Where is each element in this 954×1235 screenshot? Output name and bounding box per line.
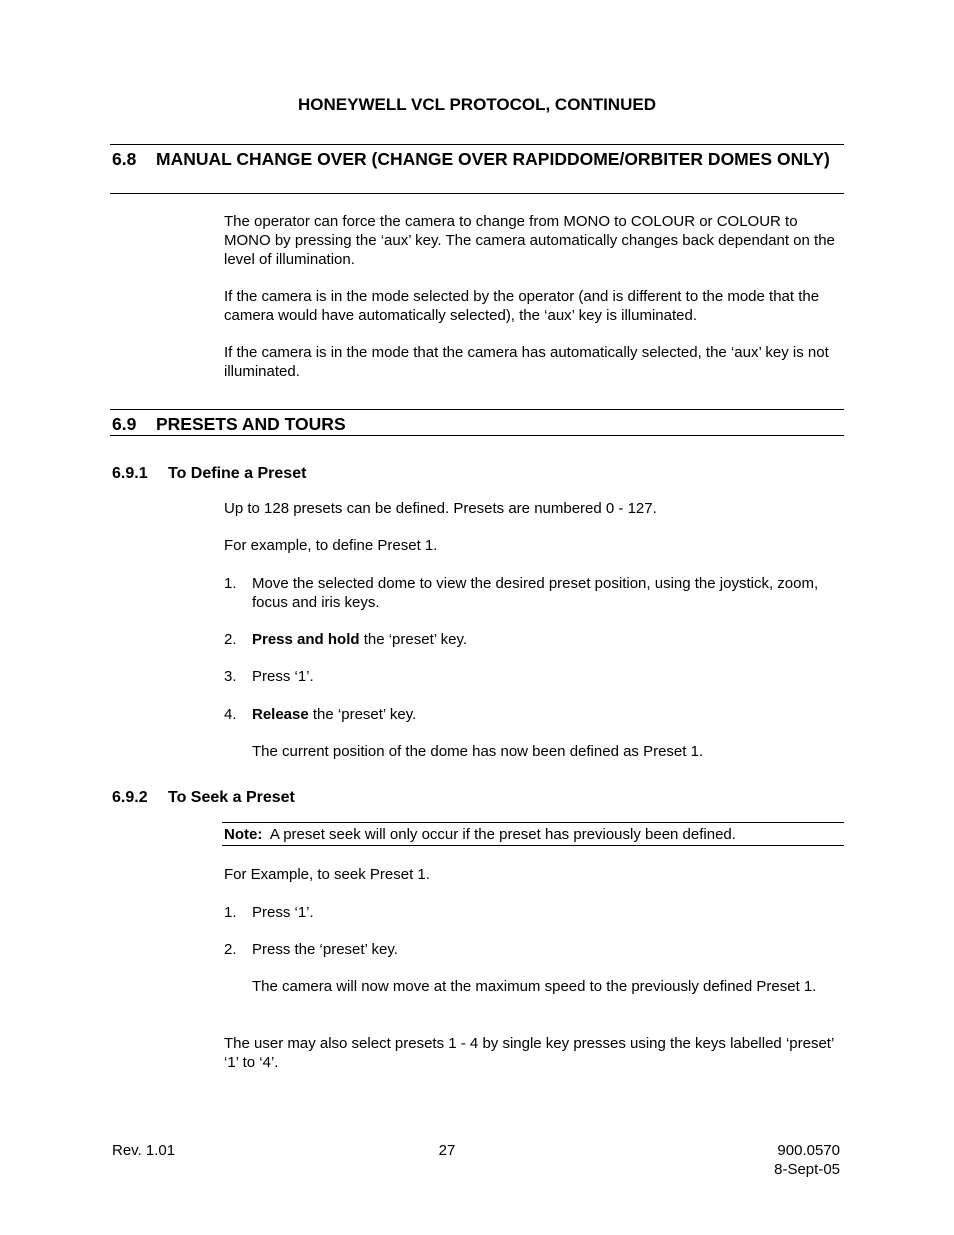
section-heading-6-9 <box>112 413 846 435</box>
paragraph: For example, to define Preset 1. <box>224 537 438 554</box>
section-number: 6.9 <box>112 414 137 434</box>
note-label: Note: <box>224 826 263 843</box>
section-bottom-rule <box>110 193 844 194</box>
note-box <box>224 825 844 844</box>
subsection-number: 6.9.2 <box>112 789 148 806</box>
paragraph: Up to 128 presets can be defined. Presets are numbered 0 - 127. <box>224 500 657 517</box>
footer-date: 8-Sept-05 <box>774 1161 840 1178</box>
list-text: Press ‘1’. <box>252 904 314 921</box>
list-text: Move the selected dome to view the desired preset position, using the joystick, zoom, focus and iris keys. <box>252 575 819 611</box>
list-number: 2. <box>224 941 237 958</box>
page-header-title: HONEYWELL VCL PROTOCOL, CONTINUED <box>298 95 656 114</box>
subsection-title: To Seek a Preset <box>168 789 295 806</box>
section-title: PRESETS AND TOURS <box>156 414 346 434</box>
list-text: Press ‘1’. <box>252 668 314 685</box>
list-number: 2. <box>224 631 237 648</box>
subsection-number: 6.9.1 <box>112 465 148 482</box>
section-title: MANUAL CHANGE OVER (CHANGE OVER RAPIDDOME/ORBITER DOMES ONLY) <box>156 149 830 169</box>
list-item <box>224 667 834 687</box>
result-text: The camera will now move at the maximum speed to the previously defined Preset 1. <box>252 978 817 995</box>
section-bottom-rule <box>110 435 844 436</box>
list-number: 4. <box>224 706 237 723</box>
result-text: The current position of the dome has now been defined as Preset 1. <box>252 743 704 760</box>
section-number: 6.8 <box>112 149 137 169</box>
note-bottom-rule <box>222 845 844 846</box>
subsection-heading-6-9-2 <box>112 789 512 809</box>
paragraph: The operator can force the camera to change from MONO to COLOUR or COLOUR to MONO by pressing the ‘aux’ key. The camera automatically changes back dependant on the level of illumination. <box>224 213 835 268</box>
note-text: A preset seek will only occur if the preset has previously been defined. <box>269 826 736 843</box>
list-item <box>224 630 834 650</box>
paragraph: If the camera is in the mode selected by the operator (and is different to the mode that the camera would have automatically selected), the ‘aux’ key is illuminated. <box>224 288 820 324</box>
footer-doc-number: 900.0570 <box>777 1142 840 1159</box>
footer-revision: Rev. 1.01 <box>112 1142 176 1159</box>
section-heading-6-8 <box>112 148 846 192</box>
footer-page-number: 27 <box>438 1142 456 1159</box>
note-top-rule <box>222 822 844 823</box>
list-item <box>224 574 834 614</box>
list-number: 3. <box>224 668 237 685</box>
section-top-rule <box>110 409 844 410</box>
list-item <box>224 903 834 923</box>
list-text: Press and hold the ‘preset’ key. <box>252 631 468 648</box>
list-text: Release the ‘preset’ key. <box>252 706 417 723</box>
list-text: Press the ‘preset’ key. <box>252 941 398 958</box>
section-top-rule <box>110 144 844 145</box>
subsection-heading-6-9-1 <box>112 465 512 485</box>
paragraph: For Example, to seek Preset 1. <box>224 866 430 883</box>
list-item <box>224 940 834 960</box>
list-number: 1. <box>224 575 237 592</box>
list-item <box>224 705 834 725</box>
paragraph: If the camera is in the mode that the camera has automatically selected, the ‘aux’ key is not illuminated. <box>224 344 829 380</box>
list-number: 1. <box>224 904 237 921</box>
paragraph: The user may also select presets 1 - 4 by single key presses using the keys labelled ‘preset’ ‘1’ to ‘4’. <box>224 1035 834 1071</box>
subsection-title: To Define a Preset <box>168 465 307 482</box>
